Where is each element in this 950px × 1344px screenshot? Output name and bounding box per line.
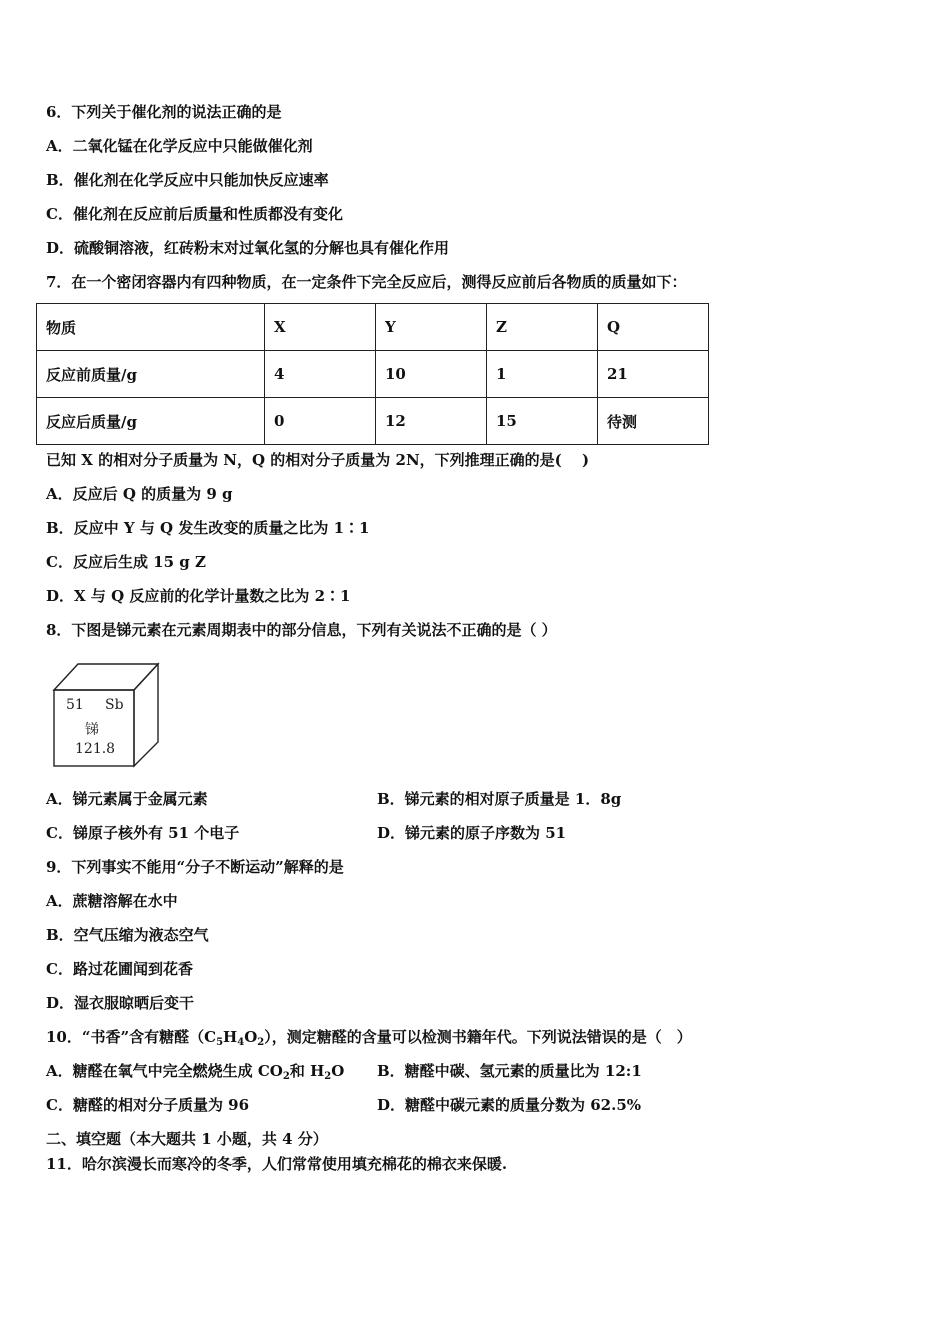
q7-mass-table — [36, 303, 709, 445]
q8-stem: 8．下图是锑元素在元素周期表中的部分信息，下列有关说法不正确的是（ ） — [46, 621, 557, 639]
table-cell: X — [265, 304, 376, 351]
table-cell: 物质 — [37, 304, 265, 351]
q8-option-c: C．锑原子核外有 51 个电子 — [46, 824, 240, 842]
q7-option-b: B．反应中 Y 与 Q 发生改变的质量之比为 1∶1 — [46, 519, 370, 537]
table-row — [37, 351, 709, 398]
table-header-row — [37, 304, 709, 351]
section-heading: 二、填空题（本大题共 1 小题，共 4 分） — [46, 1130, 328, 1148]
q10-option-b: B．糖醛中碳、氢元素的质量比为 12:1 — [377, 1062, 642, 1080]
table-cell: 1 — [487, 351, 598, 398]
element-symbol: Sb — [105, 697, 124, 713]
q6-option-b: B．催化剂在化学反应中只能加快反应速率 — [46, 171, 329, 189]
formula-sub: 5 — [216, 1037, 224, 1048]
q10-a-post: O — [331, 1062, 345, 1080]
atomic-mass: 121.8 — [75, 741, 116, 757]
atomic-number: 51 — [66, 697, 84, 713]
q7-option-a: A．反应后 Q 的质量为 9 g — [46, 485, 233, 503]
table-cell: 反应后质量/g — [37, 398, 265, 445]
formula-sub: 2 — [324, 1071, 332, 1082]
q10-option-c: C．糖醛的相对分子质量为 96 — [46, 1096, 250, 1114]
table-cell: 待测 — [598, 398, 709, 445]
table-cell: 0 — [265, 398, 376, 445]
table-cell: 10 — [376, 351, 487, 398]
formula-sub: 2 — [282, 1071, 290, 1082]
q10-stem — [46, 1027, 692, 1047]
table-cell: 12 — [376, 398, 487, 445]
element-cell-antimony — [52, 662, 160, 768]
q9-option-d: D．湿衣服晾晒后变干 — [46, 994, 195, 1012]
formula-sub: 2 — [257, 1037, 265, 1048]
q9-option-a: A．蔗糖溶解在水中 — [46, 892, 178, 910]
q9-option-b: B．空气压缩为液态空气 — [46, 926, 209, 944]
q9-option-c: C．路过花圃闻到花香 — [46, 960, 193, 978]
q6-option-c: C．催化剂在反应前后质量和性质都没有变化 — [46, 205, 343, 223]
q7-stem: 7．在一个密闭容器内有四种物质，在一定条件下完全反应后，测得反应前后各物质的质量如下： — [46, 273, 687, 291]
table-cell: 15 — [487, 398, 598, 445]
formula-part: O — [244, 1028, 258, 1046]
table-cell: 21 — [598, 351, 709, 398]
q6-option-d: D．硫酸铜溶液，红砖粉末对过氧化氢的分解也具有催化作用 — [46, 239, 450, 257]
table-row — [37, 398, 709, 445]
q8-option-b: B．锑元素的相对原子质量是 1．8g — [377, 790, 622, 808]
q10-option-d: D．糖醛中碳元素的质量分数为 62.5% — [377, 1096, 642, 1114]
q7-option-c: C．反应后生成 15 g Z — [46, 553, 206, 571]
table-cell: 4 — [265, 351, 376, 398]
table-cell: 反应前质量/g — [37, 351, 265, 398]
formula-sub: 4 — [237, 1037, 245, 1048]
q7-question: 已知 X 的相对分子质量为 N，Q 的相对分子质量为 2N，下列推理正确的是( ) — [46, 451, 590, 469]
q11-stem: 11．哈尔滨漫长而寒冷的冬季，人们常常使用填充棉花的棉衣来保暖. — [46, 1155, 508, 1173]
element-name: 锑 — [85, 722, 99, 738]
q10-a-pre: A．糖醛在氧气中完全燃烧生成 CO — [46, 1062, 283, 1080]
q10-stem-post: ），测定糖醛的含量可以检测书籍年代。下列说法错误的是（ ） — [264, 1028, 692, 1046]
q9-stem: 9．下列事实不能用“分子不断运动”解释的是 — [46, 858, 344, 876]
table-cell: Z — [487, 304, 598, 351]
formula-part: H — [223, 1028, 238, 1046]
q6-option-a: A．二氧化锰在化学反应中只能做催化剂 — [46, 137, 313, 155]
q10-option-a — [46, 1061, 344, 1081]
table-cell: Q — [598, 304, 709, 351]
q10-stem-pre: 10．“书香”含有糖醛（C — [46, 1028, 217, 1046]
table-cell: Y — [376, 304, 487, 351]
q10-a-mid: 和 H — [289, 1062, 325, 1080]
q8-option-a: A．锑元素属于金属元素 — [46, 790, 208, 808]
q8-option-d: D．锑元素的原子序数为 51 — [377, 824, 567, 842]
q6-stem: 6．下列关于催化剂的说法正确的是 — [46, 103, 282, 121]
q7-option-d: D．X 与 Q 反应前的化学计量数之比为 2∶1 — [46, 587, 351, 605]
